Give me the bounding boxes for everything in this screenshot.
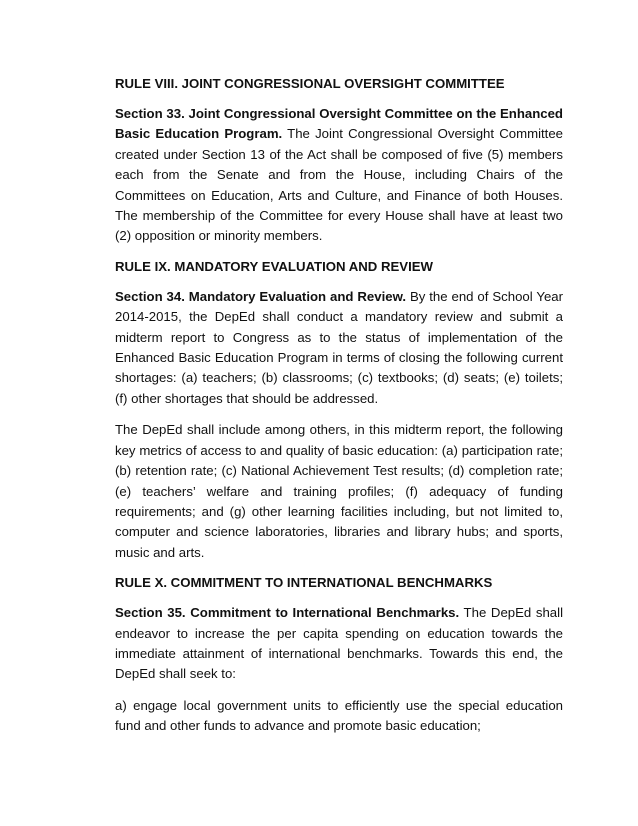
rule-ix-heading: RULE IX. MANDATORY EVALUATION AND REVIEW (115, 258, 433, 274)
section-33-title: Section 33. Joint Congressional Oversight Committee on the Enhanced Basic Education Program. (115, 106, 563, 142)
section-34-paragraph (115, 287, 563, 409)
midterm-report-paragraph (115, 420, 563, 563)
section-35-body: The DepEd shall endeavor to increase the per capita spending on education towards the immediate attainment of international benchmarks. Towards this end, the DepEd shall seek to: (115, 605, 563, 682)
section-33-body: The Joint Congressional Oversight Committee created under Section 13 of the Act shall be composed of five (5) members each from the Senate and from the House, including Chairs of the Committees on Education, Arts and Culture, and Finance of both Houses. The membership of the Committee for every House shall have at least two (2) opposition or minority members. (115, 126, 564, 244)
item-a-body: a) engage local government units to efficiently use the special education fund and other funds to advance and promote basic education; (115, 697, 563, 734)
section-35-title: Section 35. Commitment to International Benchmarks. (115, 605, 460, 621)
section-33-paragraph (115, 104, 563, 247)
section-34-title: Section 34. Mandatory Evaluation and Review. (115, 288, 407, 304)
section-35-paragraph (115, 603, 563, 685)
midterm-report-body: The DepEd shall include among others, in this midterm report, the following key metrics of access to and quality of basic education: (a) participation rate; (b) retention rate; (c) National Achievement Test results; (d) completion rate; (e) teachers’ welfare and training profiles; (f) adequacy of funding requirements; and (g) other learning facilities including, but not limited to, computer and science laboratories, libraries and library hubs; and sports, music and arts. (115, 422, 563, 560)
rule-viii-heading: RULE VIII. JOINT CONGRESSIONAL OVERSIGHT COMMITTEE (115, 76, 505, 91)
item-a-paragraph (115, 696, 563, 737)
rule-x-heading: RULE X. COMMITMENT TO INTERNATIONAL BENCHMARKS (115, 575, 493, 591)
section-34-body: By the end of School Year 2014-2015, the DepEd shall conduct a mandatory review and submit a midterm report to Congress as to the status of implementation of the Enhanced Basic Education Program in terms of closing the following current shortages: (a) teachers; (b) classrooms; (c) textbooks; (d) seats; (e) toilets; (f) other shortages that should be addressed. (115, 288, 564, 406)
